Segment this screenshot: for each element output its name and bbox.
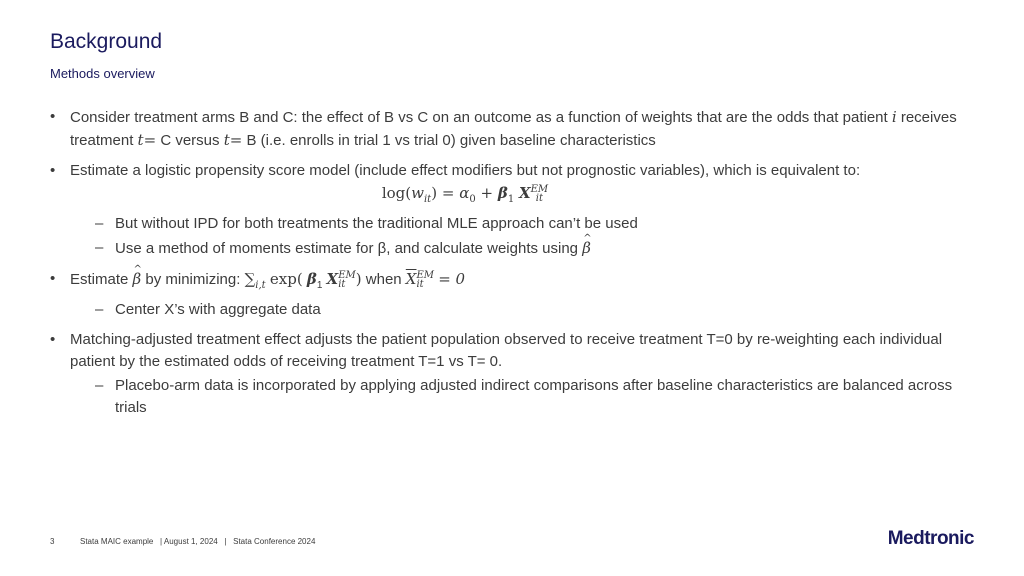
slide-title: Background: [50, 30, 163, 53]
eq-beta-sub: 1: [507, 194, 515, 205]
bullet-3: [50, 268, 980, 321]
footer-text: Stata MAIC example | August 1, 2024 | Stata Conference 2024: [80, 537, 316, 546]
x-em-scripts: [338, 271, 356, 289]
sum-symbol: ∑: [244, 270, 256, 288]
eq-plus: +: [480, 184, 494, 202]
eq-w: w: [411, 184, 424, 202]
x-bar: $\overline{X}$: [405, 270, 417, 288]
bullet-2-sub-2: [70, 237, 980, 260]
when-text: when: [365, 271, 402, 288]
eq-w-sub: it: [423, 194, 432, 205]
x-bar-sup: EM: [416, 270, 435, 282]
sum-sub: i,t: [255, 280, 266, 291]
footer: [50, 537, 315, 546]
slide-content: [50, 106, 980, 427]
eq-x-sup: EM: [530, 184, 549, 195]
bullet-1-text-c: C versus: [160, 132, 220, 149]
beta-hat: β ^: [582, 237, 591, 259]
equals-sign: =: [229, 131, 243, 149]
var-i: i: [891, 108, 897, 126]
equals-zero: = 0: [438, 270, 466, 288]
x-bar-scripts: [416, 271, 434, 289]
bullet-3-text-b: by minimizing:: [145, 271, 241, 288]
bullet-4: [50, 329, 980, 419]
bullet-3-text-a: Estimate: [70, 271, 129, 288]
var-t: t: [223, 131, 230, 149]
bullet-4-text: Matching-adjusted treatment effect adjusts the patient population observed to receive treatment T=0 by re-weighting each individual patient by the estimated odds of receiving treatment T=1 vs T= 0.: [70, 331, 943, 370]
bullet-1-text-a: Consider treatment arms B and C: the effect of B vs C on an outcome as a function of weights that are the odds that patient: [70, 109, 888, 126]
bullet-2-sub-2-text: Use a method of moments estimate for β, and calculate weights using: [115, 240, 579, 257]
exp-func: exp(: [269, 270, 303, 288]
exp-close: ): [355, 270, 362, 288]
propensity-equation: [0, 182, 980, 211]
x-em-sub: it: [338, 279, 346, 291]
eq-alpha-sub: 0: [469, 194, 476, 205]
bullet-2-sub-1: – But without IPD for both treatments the traditional MLE approach can’t be used: [70, 213, 980, 235]
var-t: t: [137, 131, 144, 149]
eq-log: log(: [381, 184, 412, 202]
eq-x-sub: it: [535, 193, 543, 204]
beta-hat: β ^: [133, 268, 142, 290]
bullet-3-sub-1: – Center X’s with aggregate data: [70, 299, 980, 321]
equals-sign: =: [143, 131, 157, 149]
beta-1: β: [306, 270, 317, 288]
bullet-4-sub-1: – Placebo-arm data is incorporated by applying adjusted indirect comparisons after baseline characteristics are balanced across trials: [70, 375, 980, 419]
x-bar-sub: it: [416, 279, 424, 291]
slide-subtitle: Methods overview: [50, 66, 155, 81]
eq-x: X: [518, 184, 531, 202]
page-number: 3: [50, 537, 55, 546]
eq-close: ) =: [431, 184, 455, 202]
eq-beta: β: [497, 184, 508, 202]
eq-alpha: α: [459, 184, 470, 202]
bullet-2-text: Estimate a logistic propensity score model (include effect modifiers but not prognostic variables), which is equivalent to:: [70, 162, 861, 179]
bullet-2: [50, 160, 980, 260]
x-em-sup: EM: [338, 270, 356, 282]
medtronic-logo: Medtronic: [887, 528, 974, 549]
bullet-1: [50, 106, 980, 152]
eq-x-scripts: [531, 185, 549, 203]
beta-1-sub: 1: [316, 280, 323, 291]
x-em: X: [326, 270, 339, 288]
bullet-1-text-d: B (i.e. enrolls in trial 1 vs trial 0) given baseline characteristics: [246, 132, 656, 149]
bullet-1-text-b: receives treatment: [70, 109, 957, 149]
